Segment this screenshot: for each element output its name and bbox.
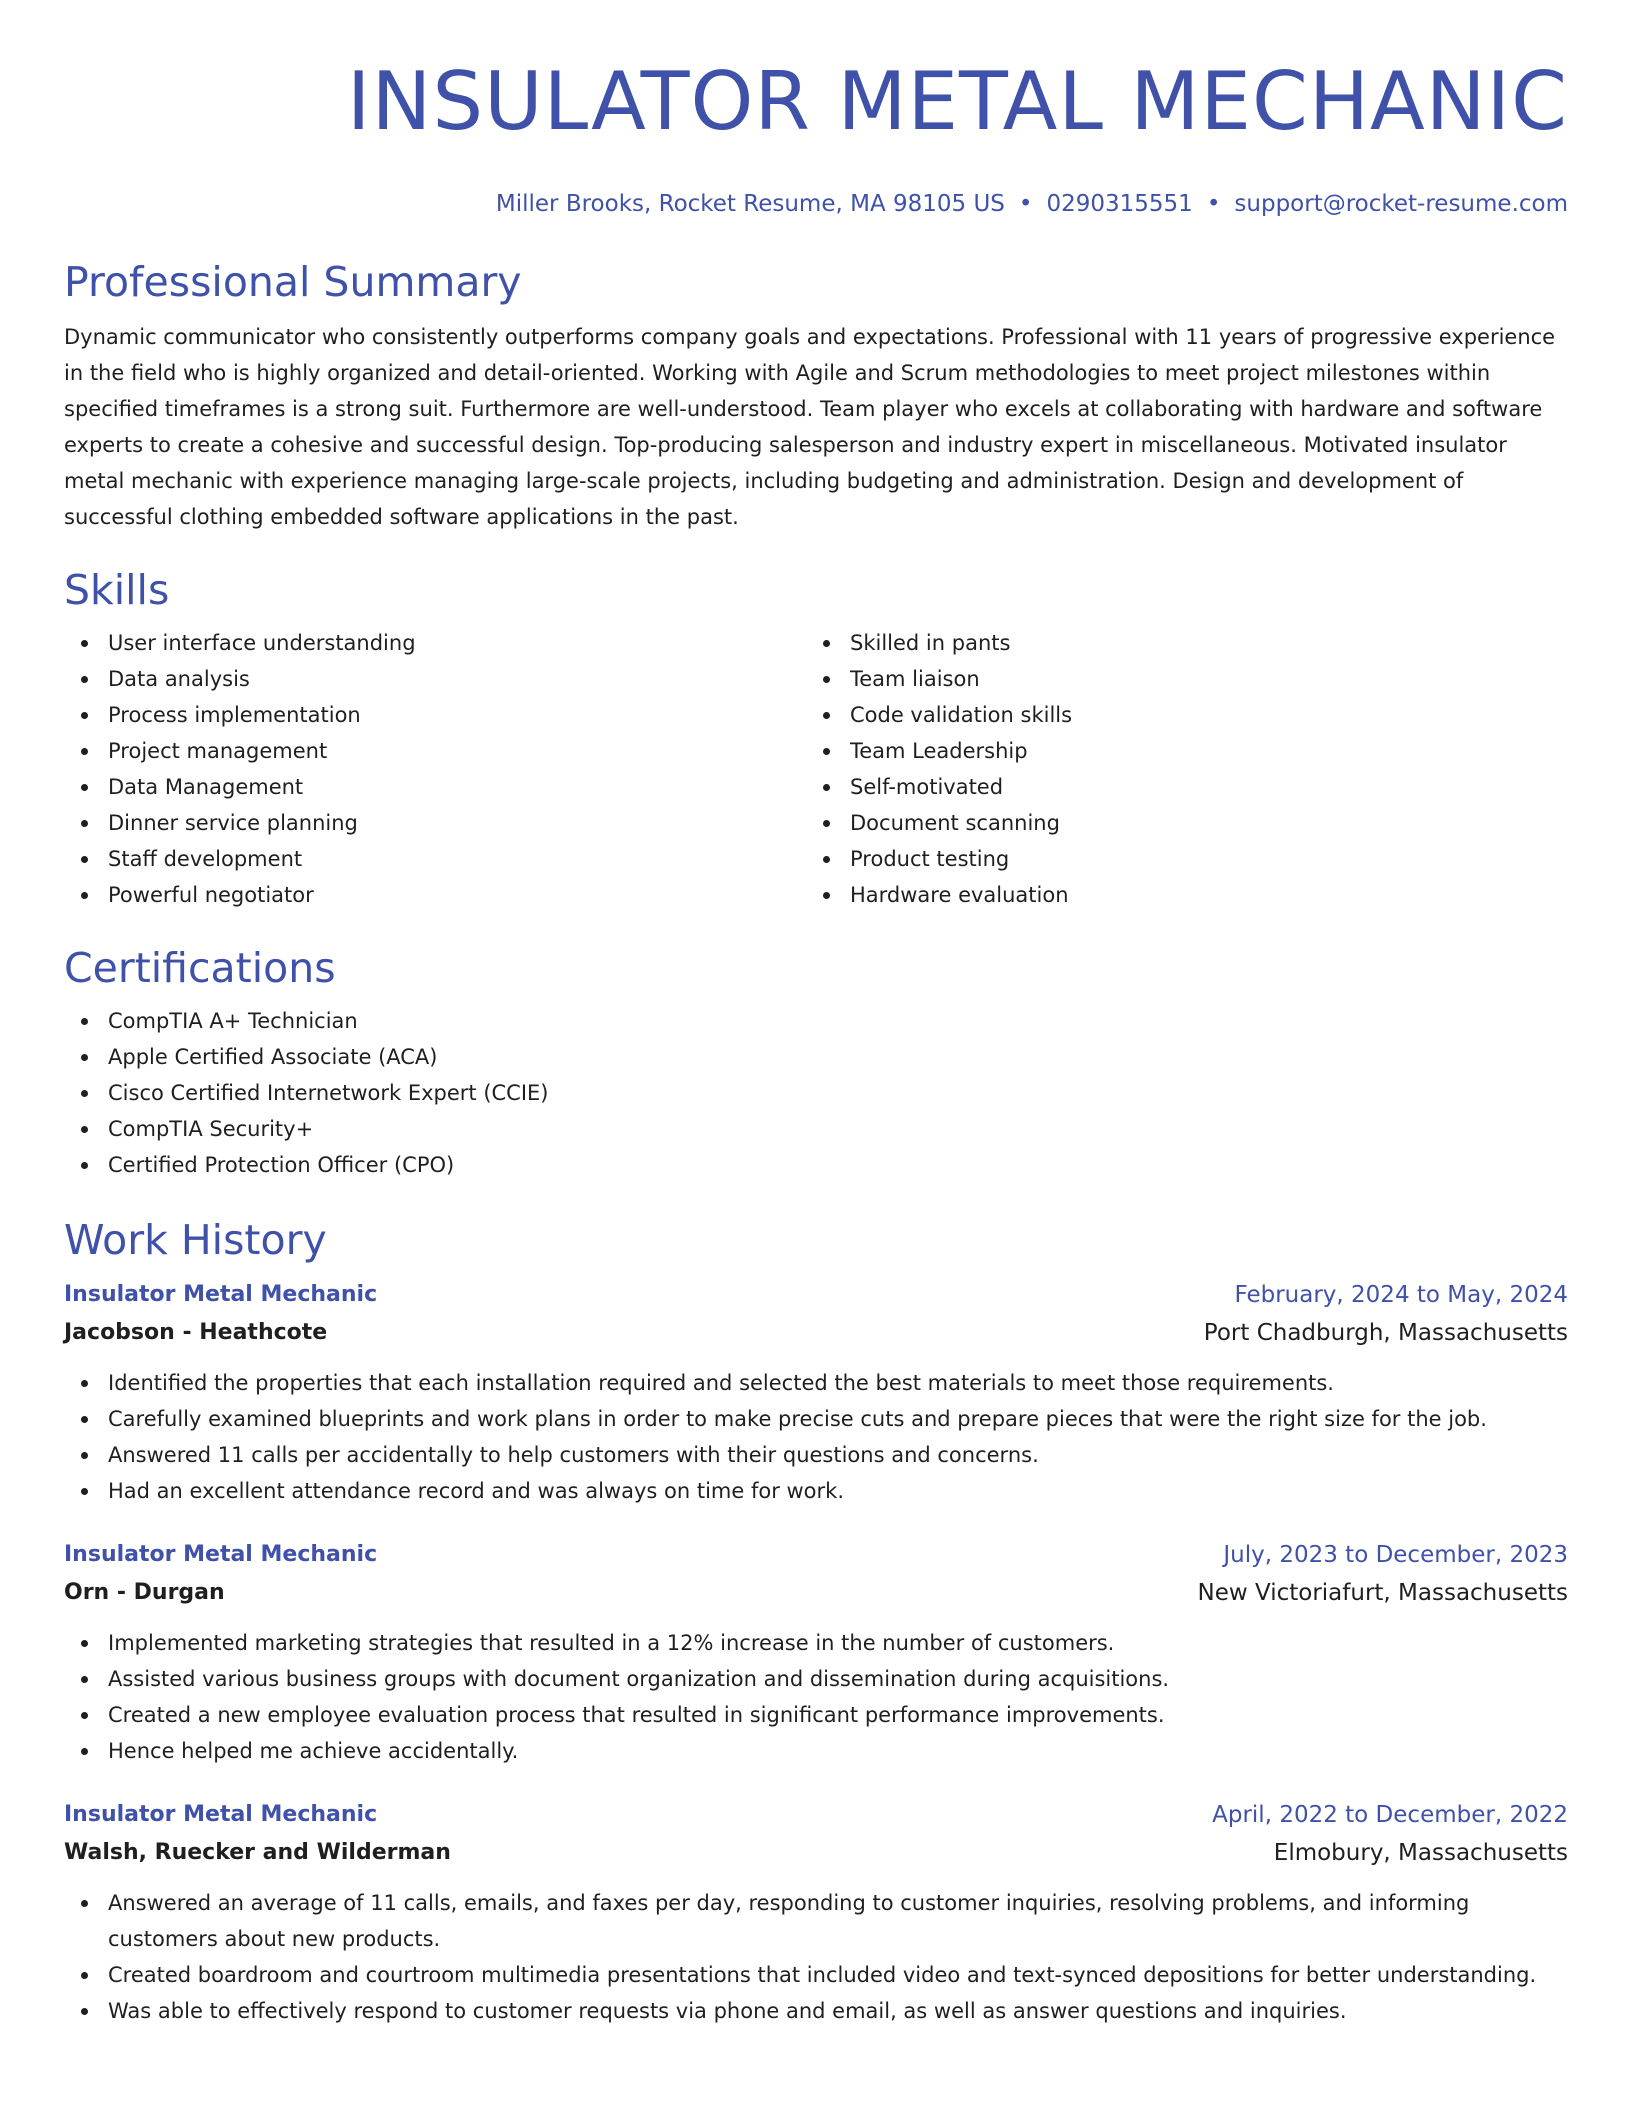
job-entry [64,1537,1568,1769]
skill-item: Hardware evaluation [806,877,1548,913]
job-header-row [64,1537,1568,1573]
job-company: Jacobson - Heathcote [64,1320,328,1345]
certification-item: CompTIA Security+ [64,1111,1568,1147]
job-company: Orn - Durgan [64,1580,225,1605]
skill-item: Code validation skills [806,697,1548,733]
skill-item: Data Management [64,769,806,805]
job-bullets [64,1365,1568,1509]
job-bullet: Hence helped me achieve accidentally. [64,1733,1568,1769]
contact-email[interactable]: support@rocket-resume.com [1234,191,1568,217]
certifications-list [64,1003,1568,1183]
skill-item: Skilled in pants [806,625,1548,661]
job-bullet: Created a new employee evaluation process that resulted in significant performance improvements. [64,1697,1568,1733]
work-history-heading: Work History [64,1216,327,1264]
job-title: Insulator Metal Mechanic [64,1802,378,1827]
skill-item: Staff development [64,841,806,877]
job-bullet: Was able to effectively respond to customer requests via phone and email, as well as answer questions and inquiries. [64,1993,1568,2029]
skill-item: Self-motivated [806,769,1548,805]
contact-line [64,188,1568,220]
job-company-row [64,1313,1568,1353]
job-bullet: Identified the properties that each installation required and selected the best materials to meet those requirements. [64,1365,1568,1401]
job-entry [64,1277,1568,1509]
resume-page [64,0,1568,2029]
skill-item: Powerful negotiator [64,877,806,913]
summary-text: Dynamic communicator who consistently outperforms company goals and expectations. Professional with 11 years of progressive experience in the field who is highly organized and detail-oriented. Working with Agile and Scrum methodologies to meet project milestones within specified timeframes is a strong suit. Furthermore are well-understood. Team player who excels at collaborating with hardware and software experts to create a cohesive and successful design. Top-producing salesperson and industry expert in miscellaneous. Motivated insulator metal mechanic with experience managing large-scale projects, including budgeting and administration. Design and development of successful clothing embedded software applications in the past. [64,325,1556,529]
job-bullet: Answered an average of 11 calls, emails, and faxes per day, responding to customer inquiries, resolving problems, and informing customers about new products. [64,1885,1568,1957]
certification-item: Certified Protection Officer (CPO) [64,1147,1568,1183]
job-title: Insulator Metal Mechanic [64,1542,378,1567]
job-bullet: Carefully examined blueprints and work plans in order to make precise cuts and prepare pieces that were the right size for the job. [64,1401,1568,1437]
job-header-row [64,1277,1568,1313]
skill-item: Team liaison [806,661,1548,697]
contact-address: Miller Brooks, Rocket Resume, MA 98105 US [495,191,1005,217]
skill-item: Dinner service planning [64,805,806,841]
skills-list [64,625,1568,913]
certifications-heading: Certifications [64,944,336,992]
job-location: Port Chadburgh, Massachusetts [1203,1320,1568,1346]
skill-item: Product testing [806,841,1548,877]
skill-item: Data analysis [64,661,806,697]
contact-separator: • [1206,191,1221,217]
job-bullets [64,1625,1568,1769]
job-location: Elmobury, Massachusetts [1273,1840,1568,1866]
job-bullet: Assisted various business groups with document organization and dissemination during acquisitions. [64,1661,1568,1697]
skill-item: Project management [64,733,806,769]
job-company-row [64,1573,1568,1613]
contact-phone[interactable]: 0290315551 [1046,191,1193,217]
skill-item: Team Leadership [806,733,1548,769]
job-company-row [64,1833,1568,1873]
skill-item: Process implementation [64,697,806,733]
skills-heading: Skills [64,566,170,614]
job-bullets [64,1885,1568,2029]
skill-item: Document scanning [806,805,1548,841]
job-dates: July, 2023 to December, 2023 [1223,1542,1568,1568]
skill-item: User interface understanding [64,625,806,661]
job-entry [64,1797,1568,2029]
skills-column-left [64,625,806,913]
job-location: New Victoriafurt, Massachusetts [1197,1580,1568,1606]
job-bullet: Created boardroom and courtroom multimedia presentations that included video and text-synced depositions for better understanding. [64,1957,1568,1993]
job-bullet: Had an excellent attendance record and was always on time for work. [64,1473,1568,1509]
job-title: Insulator Metal Mechanic [64,1282,378,1307]
contact-separator: • [1018,191,1033,217]
job-company: Walsh, Ruecker and Wilderman [64,1840,451,1865]
certification-item: Apple Certified Associate (ACA) [64,1039,1568,1075]
resume-title: INSULATOR METAL MECHANIC [346,55,1568,148]
summary-heading: Professional Summary [64,258,522,306]
skills-column-right [806,625,1548,913]
job-bullet: Answered 11 calls per accidentally to help customers with their questions and concerns. [64,1437,1568,1473]
job-dates: April, 2022 to December, 2022 [1212,1802,1568,1828]
certification-item: CompTIA A+ Technician [64,1003,1568,1039]
certification-item: Cisco Certified Internetwork Expert (CCIE) [64,1075,1568,1111]
job-bullet: Implemented marketing strategies that resulted in a 12% increase in the number of customers. [64,1625,1568,1661]
job-header-row [64,1797,1568,1833]
job-dates: February, 2024 to May, 2024 [1234,1282,1568,1308]
